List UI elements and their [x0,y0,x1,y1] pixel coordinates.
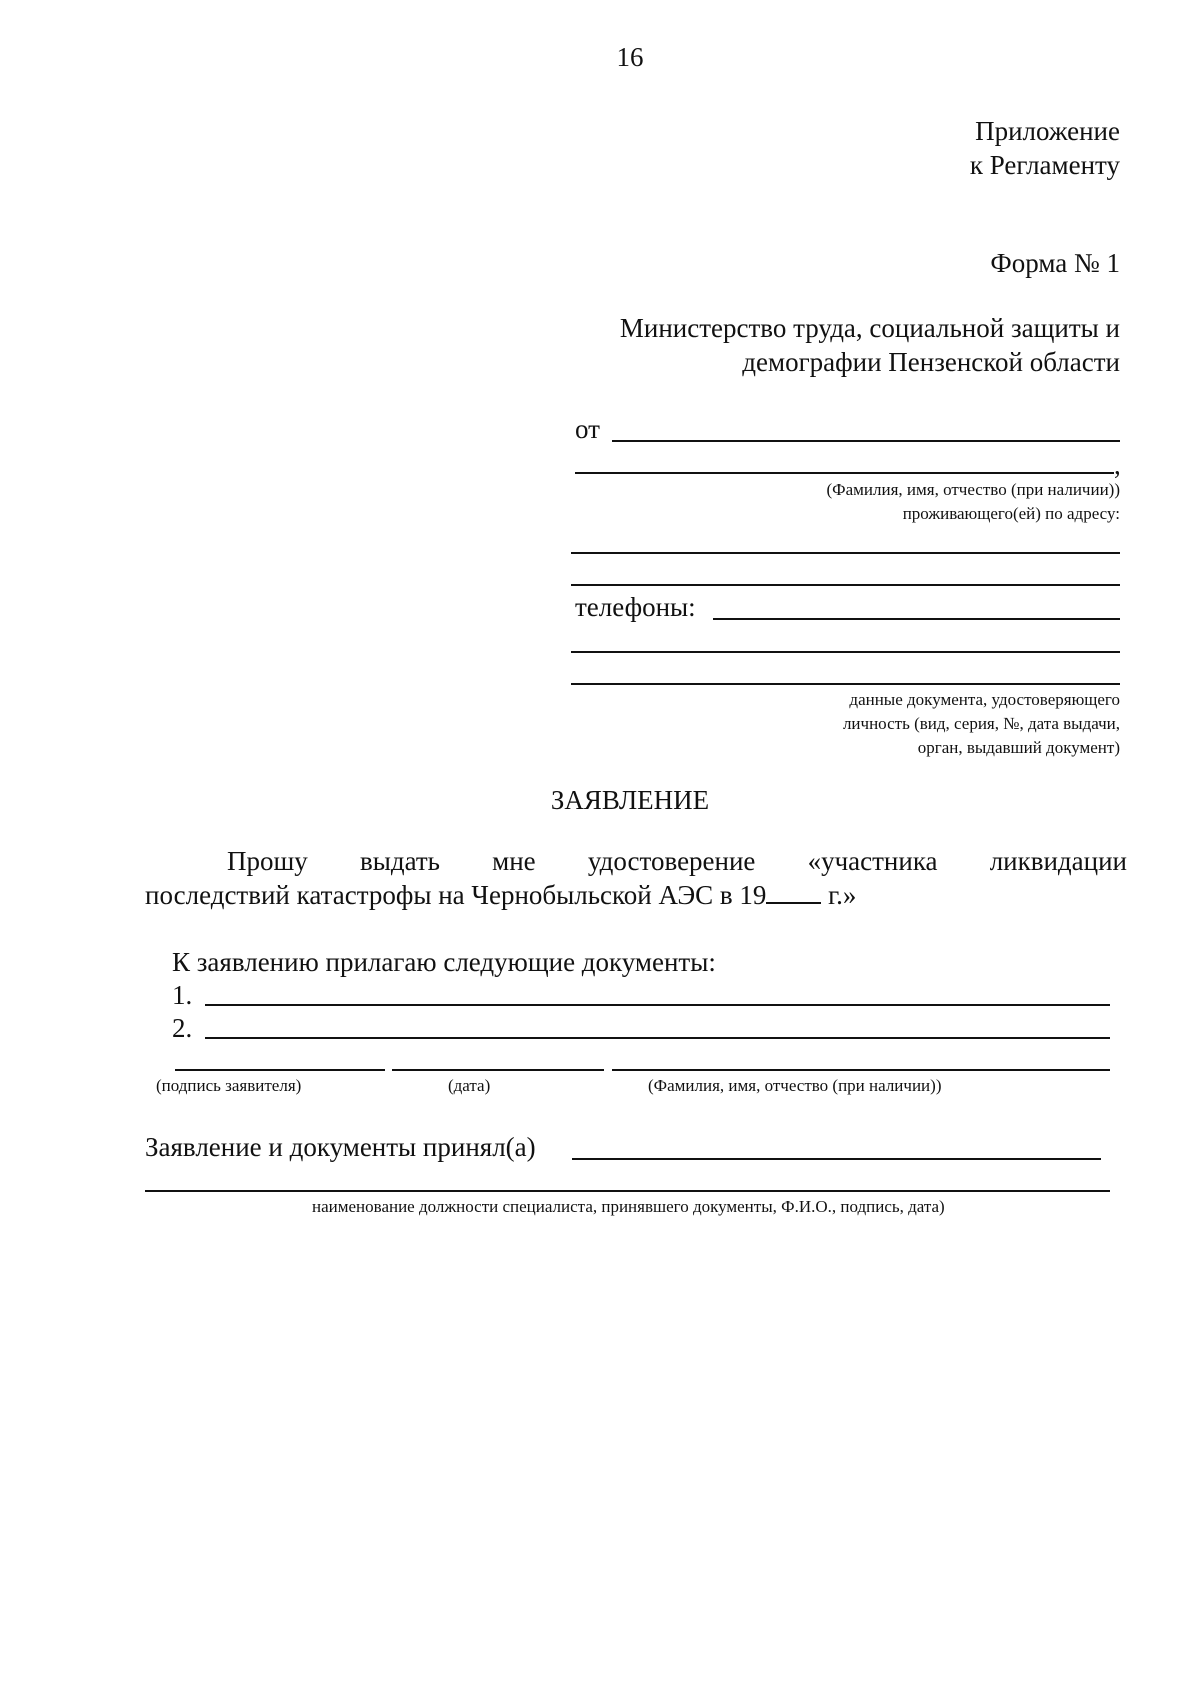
request-line1: Прошу выдать мне удостоверение «участника ликвидации [227,846,1127,876]
attachment-item2-number: 2. [172,1013,193,1043]
applicant-name-field[interactable] [612,1069,1110,1071]
attachments-intro: К заявлению прилагаю следующие документы: [172,947,716,977]
name-caption: (Фамилия, имя, отчество (при наличии)) [826,480,1120,499]
acceptance-field-line1[interactable] [572,1158,1101,1160]
id-field-line1[interactable] [571,651,1120,653]
name-caption-bottom: (Фамилия, имя, отчество (при наличии)) [648,1076,942,1095]
signature-field[interactable] [175,1069,385,1071]
address-field-line2[interactable] [571,584,1120,586]
from-name-field-line2[interactable] [575,472,1114,474]
request-line2-end: г.» [828,880,857,910]
address-caption: проживающего(ей) по адресу: [902,504,1120,523]
date-field[interactable] [392,1069,604,1071]
addressee-line1: Министерство труда, социальной защиты и [619,313,1120,343]
id-field-line2[interactable] [571,683,1120,685]
from-label: от [575,414,600,444]
page-number: 16 [616,42,644,72]
phones-label: телефоны: [575,592,696,622]
date-caption: (дата) [448,1076,491,1095]
attachment-item2-field[interactable] [205,1037,1110,1039]
address-field-line1[interactable] [571,552,1120,554]
attachment-item1-number: 1. [172,980,193,1010]
addressee-line2: демографии Пензенской области [742,347,1120,377]
appendix-line1: Приложение [975,116,1120,146]
from-name-field-line1[interactable] [612,440,1120,442]
form-number: Форма № 1 [990,248,1120,278]
comma: , [1114,450,1121,480]
year-field[interactable] [766,902,821,904]
acceptance-field-line2[interactable] [145,1190,1110,1192]
id-caption-line3: орган, выдавший документ) [917,738,1120,757]
signature-caption: (подпись заявителя) [156,1076,302,1095]
id-caption-line1: данные документа, удостоверяющего [849,690,1120,709]
request-line2 [145,880,856,911]
request-line2-text: последствий катастрофы на Чернобыльской АЭС в 19 [145,880,767,910]
attachment-item1-field[interactable] [205,1004,1110,1006]
phones-field[interactable] [713,618,1120,620]
acceptance-caption: наименование должности специалиста, принявшего документы, Ф.И.О., подпись, дата) [312,1197,945,1216]
acceptance-label: Заявление и документы принял(а) [145,1132,536,1162]
appendix-line2: к Регламенту [969,150,1120,180]
id-caption-line2: личность (вид, серия, №, дата выдачи, [842,714,1120,733]
document-title: ЗАЯВЛЕНИЕ [550,785,710,815]
